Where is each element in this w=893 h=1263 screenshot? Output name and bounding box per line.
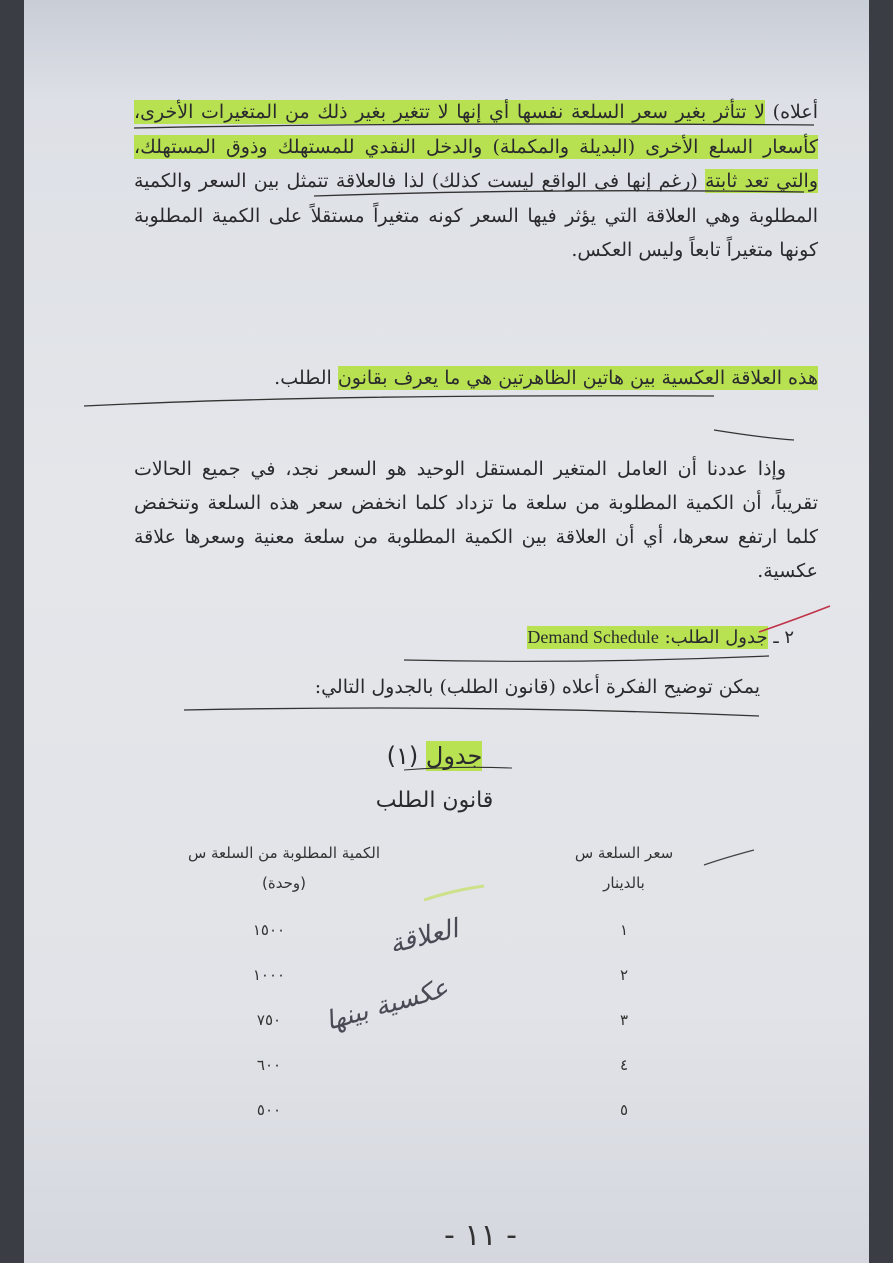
quantity-cell: ٧٥٠ — [256, 1011, 282, 1029]
section-title-ar: جدول الطلب: — [664, 627, 768, 648]
underline-mark — [404, 767, 512, 770]
price-cell: ١ — [619, 921, 629, 939]
paragraph-1-start: أعلاه) — [765, 101, 818, 123]
underline-mark — [184, 708, 759, 716]
underline-mark — [134, 124, 814, 128]
quantity-cell: ١٥٠٠ — [252, 921, 286, 939]
price-cell: ٤ — [619, 1056, 629, 1074]
price-cell: ٣ — [619, 1011, 629, 1029]
price-cell: ٢ — [619, 966, 629, 984]
document-page — [24, 0, 869, 1263]
underline-mark — [84, 396, 714, 406]
section-title-en: Demand Schedule — [527, 627, 659, 647]
quantity-cell: ٦٠٠ — [256, 1056, 282, 1074]
quantity-header-line-1: الكمية المطلوبة من السلعة س — [187, 844, 381, 862]
section-intro: يمكن توضيح الفكرة أعلاه (قانون الطلب) بالجدول التالي: — [314, 676, 760, 698]
handwritten-note-line-2: عكسية بينها — [322, 973, 452, 1037]
red-pen-mark — [759, 606, 830, 632]
table-title-number: (١) — [386, 742, 419, 770]
paragraph-2-end: الطلب. — [274, 367, 338, 389]
quantity-cell: ٥٠٠ — [256, 1101, 282, 1119]
paragraph-3: وإذا عددنا أن العامل المتغير المستقل الوحيد هو السعر نجد، في جميع الحالات تقريباً، أن الكمية المطلوبة من سلعة ما تزداد كلما انخفض سعر هذه السلعة وتنخفض كلما ارتفع سعرها، أي أن العلاقة بين الكمية المطلوبة من سلعة معنية وسعرها علاقة عكسية. — [134, 458, 818, 582]
price-header-line-2: بالدينار — [603, 874, 645, 892]
highlighter-streak — [424, 886, 484, 900]
paragraph-1-rest: (رغم إنها في الواقع ليست كذلك) لذا فالعلاقة تتمثل بين السعر والكمية المطلوبة وهي العلاقة التي يؤثر فيها السعر كونه متغيراً مستقلاً على الكمية المطلوبة كونها متغيراً تابعاً وليس العكس. — [134, 170, 818, 261]
section-number: ٢ ـ — [773, 627, 794, 648]
price-cell: ٥ — [619, 1101, 629, 1119]
table-title-word: جدول — [425, 742, 483, 770]
underline-mark — [314, 191, 804, 196]
pen-marks — [24, 0, 869, 1263]
handwritten-note-line-1: العلاقة — [386, 914, 462, 960]
underline-mark — [404, 656, 769, 661]
highlighted-passage: لا تتأثر بغير سعر السلعة نفسها أي إنها لا تتغير بغير ذلك من المتغيرات الأخرى، كأسعار السلع الأخرى (البديلة والمكملة) والدخل النقدي للمستهلك وذوق المستهلك، والتي تعد ثابتة — [134, 101, 818, 192]
pen-tick-mark — [704, 850, 754, 865]
underline-mark — [714, 430, 794, 440]
law-of-demand-highlight: هذه العلاقة العكسية بين هاتين الظاهرتين هي ما يعرف بقانون — [337, 367, 818, 389]
price-header-line-1: سعر السلعة س — [574, 844, 674, 862]
quantity-cell: ١٠٠٠ — [252, 966, 286, 984]
page-number: - ١١ - — [444, 1218, 517, 1253]
quantity-header-line-2: (وحدة) — [262, 874, 306, 892]
table-caption: قانون الطلب — [375, 788, 494, 813]
